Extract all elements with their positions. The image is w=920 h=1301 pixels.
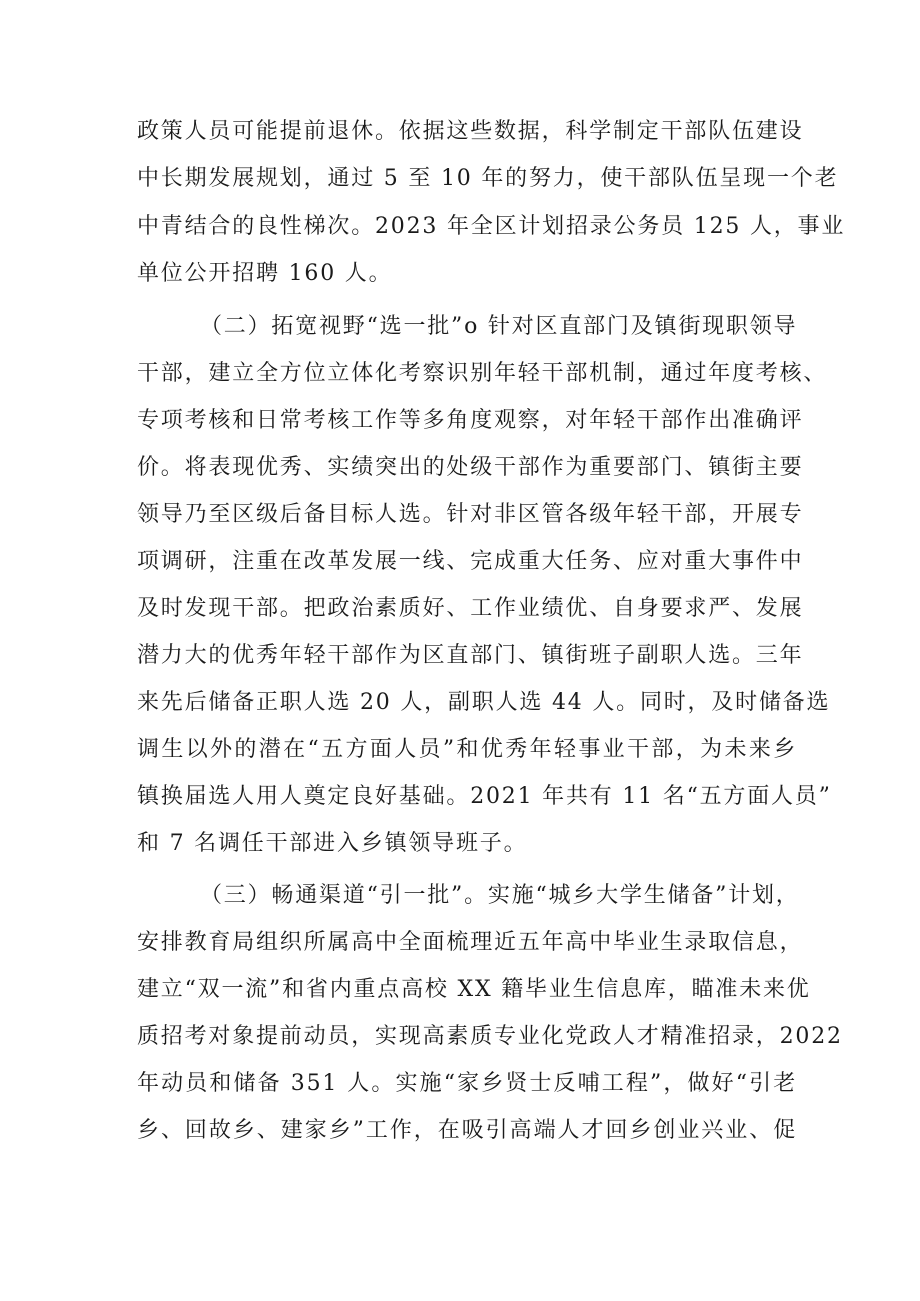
paragraph-2-line-5: 领导乃至区级后备目标人选。针对非区管各级年轻干部，开展专: [137, 502, 804, 527]
paragraph-2-line-8: 潜力大的优秀年轻干部作为区直部门、镇街班子副职人选。三年: [137, 643, 804, 668]
paragraph-2-line-3: 专项考核和日常考核工作等多角度观察，对年轻干部作出准确评: [137, 408, 804, 433]
paragraph-2-line-6: 项调研，注重在改革发展一线、完成重大任务、应对重大事件中: [137, 549, 804, 574]
paragraph-1-line-1: 政策人员可能提前退休。依据这些数据，科学制定干部队伍建设: [137, 119, 804, 144]
paragraph-2-line-9: 来先后储备正职人选 20 人，副职人选 44 人。同时，及时储备选: [137, 690, 831, 715]
paragraph-2-line-2: 干部，建立全方位立体化考察识别年轻干部机制，通过年度考核、: [137, 361, 828, 386]
paragraph-1-line-4: 单位公开招聘 160 人。: [137, 261, 393, 286]
paragraph-3-line-6: 乡、回故乡、建家乡”工作，在吸引高端人才回乡创业兴业、促: [137, 1118, 797, 1143]
paragraph-3-line-1: （三）畅通渠道“引一批”。实施“城乡大学生储备”计划，: [200, 883, 800, 908]
paragraph-2-line-10: 调生以外的潜在“五方面人员”和优秀年轻事业干部，为未来乡: [137, 737, 797, 762]
paragraph-3-line-2: 安排教育局组织所属高中全面梳理近五年高中毕业生录取信息，: [137, 930, 804, 955]
paragraph-3-line-5: 年动员和储备 351 人。实施“家乡贤士反哺工程”，做好“引老: [137, 1071, 797, 1096]
paragraph-2-line-4: 价。将表现优秀、实绩突出的处级干部作为重要部门、镇街主要: [137, 455, 804, 480]
paragraph-1-line-2: 中长期发展规划，通过 5 至 10 年的努力，使干部队伍呈现一个老: [137, 166, 839, 191]
paragraph-3-line-4: 质招考对象提前动员，实现高素质专业化党政人才精准招录，2022: [137, 1024, 843, 1049]
paragraph-2-line-7: 及时发现干部。把政治素质好、工作业绩优、自身要求严、发展: [137, 596, 804, 621]
paragraph-2-line-11: 镇换届选人用人奠定良好基础。2021 年共有 11 名“五方面人员”: [137, 784, 832, 809]
paragraph-1-line-3: 中青结合的良性梯次。2023 年全区计划招录公务员 125 人，事业: [137, 214, 846, 239]
paragraph-2-line-12: 和 7 名调任干部进入乡镇领导班子。: [137, 831, 528, 856]
paragraph-2-line-1: （二）拓宽视野“选一批”o 针对区直部门及镇街现职领导: [200, 314, 798, 339]
paragraph-3-line-3: 建立“双一流”和省内重点高校 XX 籍毕业生信息库，瞄准未来优: [137, 977, 811, 1002]
